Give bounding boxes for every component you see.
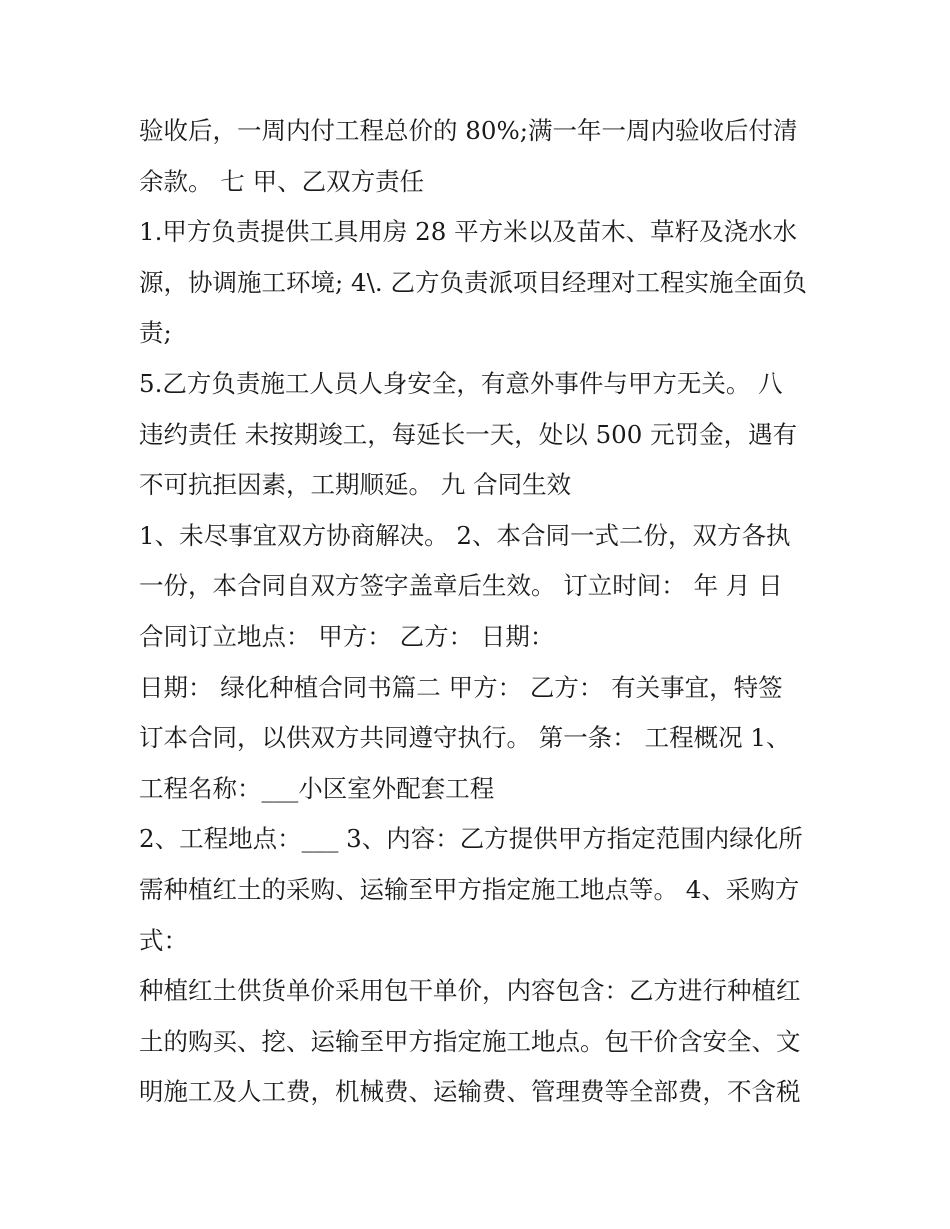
text-line: 1、未尽事宜双方协商解决。 2、本合同一式二份，双方各执 bbox=[139, 520, 791, 550]
text-line: 1.甲方负责提供工具用房 28 平方米以及苗木、草籽及浇水水 bbox=[139, 217, 798, 247]
text-line: 式： bbox=[139, 925, 188, 955]
text-line: 明施工及人工费，机械费、运输费、管理费等全部费，不含税 bbox=[139, 1077, 801, 1107]
text-line: 土的购买、挖、运输至甲方指定施工地点。包干价含安全、文 bbox=[139, 1026, 801, 1056]
text-line: 日期： 绿化种植合同书篇二 甲方： 乙方： 有关事宜，特签 bbox=[139, 672, 783, 702]
text-line: 责; bbox=[139, 318, 172, 348]
text-line: 订本合同，以供双方共同遵守执行。 第一条： 工程概况 1、 bbox=[139, 723, 791, 753]
text-line: 违约责任 未按期竣工，每延长一天，处以 500 元罚金，遇有 bbox=[139, 419, 798, 449]
text-line: 工程名称：___小区室外配套工程 bbox=[139, 773, 495, 803]
text-line: 2、工程地点：___ 3、内容：乙方提供甲方指定范围内绿化所 bbox=[139, 824, 803, 854]
text-line: 余款。 七 甲、乙双方责任 bbox=[139, 166, 425, 196]
text-line: 合同订立地点： 甲方： 乙方： 日期： bbox=[139, 621, 555, 651]
text-line: 需种植红土的采购、运输至甲方指定施工地点等。 4、采购方 bbox=[139, 874, 800, 904]
document-body bbox=[139, 106, 819, 1118]
text-line: 源，协调施工环境; 4\. 乙方负责派项目经理对工程实施全面负 bbox=[139, 267, 807, 297]
text-line: 验收后，一周内付工程总价的 80%;满一年一周内验收后付清 bbox=[139, 116, 798, 145]
text-line: 5.乙方负责施工人员人身安全，有意外事件与甲方无关。 八 bbox=[139, 368, 783, 398]
text-line: 种植红土供货单价采用包干单价，内容包含：乙方进行种植红 bbox=[139, 976, 801, 1006]
text-line: 不可抗拒因素，工期顺延。 九 合同生效 bbox=[139, 470, 572, 500]
text-line: 一份，本合同自双方签字盖章后生效。 订立时间： 年 月 日 bbox=[139, 571, 783, 601]
